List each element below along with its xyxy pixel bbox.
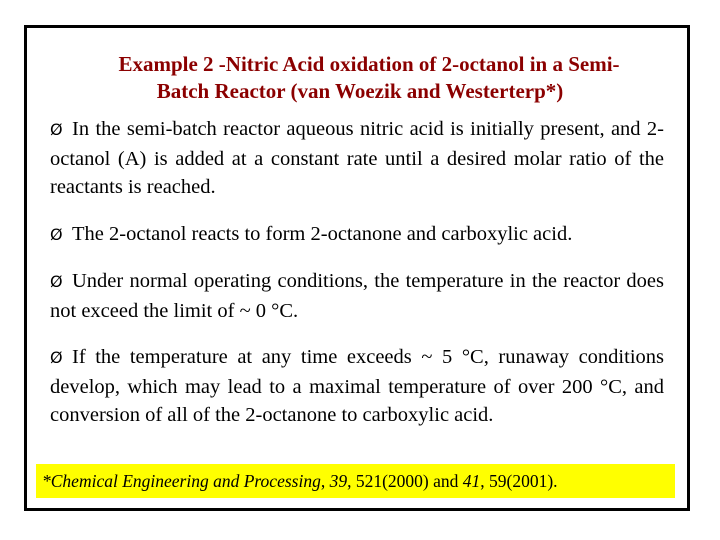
bullet-item [50,115,664,202]
arrow-bullet-icon: Ø [50,348,63,367]
footnote-journal: *Chemical Engineering and Processing [42,471,321,491]
bullet-list [50,115,664,448]
footnote-text-1: , 521(2000) and [347,471,463,491]
arrow-bullet-icon: Ø [50,224,63,244]
title-line-2: Batch Reactor (van Woezik and Westerterp*) [156,79,564,103]
bullet-text: The 2-octanol reacts to form 2-octanone and carboxylic acid. [72,222,573,245]
footnote-sep: , [320,471,330,491]
bullet-item [50,343,664,430]
bullet-text: Under normal operating conditions, the temperature in the reactor does not exceed the limit of ~ 0 °C. [50,270,664,322]
footnote-volume-2: 41 [462,471,481,491]
arrow-bullet-icon: Ø [50,120,63,139]
reference-footnote [36,464,675,498]
arrow-bullet-icon: Ø [50,272,63,291]
bullet-text: If the temperature at any time exceeds ~ 5 °C, runaway conditions develop, which may lead to a maximal temperature of over 200 °C, and conversion of all of the 2-octanone to carboxylic acid. [50,346,664,426]
footnote-volume-1: 39 [329,471,348,491]
bullet-item [50,267,664,325]
title-line-1: Example 2 -Nitric Acid oxidation of 2-octanol in a Semi- [118,52,620,76]
bullet-item [50,220,664,250]
bullet-text: In the semi-batch reactor aqueous nitric acid is initially present, and 2- octanol (A) is added at a constant rate until a desired molar ratio of the reactants is reached. [50,118,664,198]
footnote-text-2: , 59(2001). [480,471,558,491]
slide-title [0,51,720,105]
